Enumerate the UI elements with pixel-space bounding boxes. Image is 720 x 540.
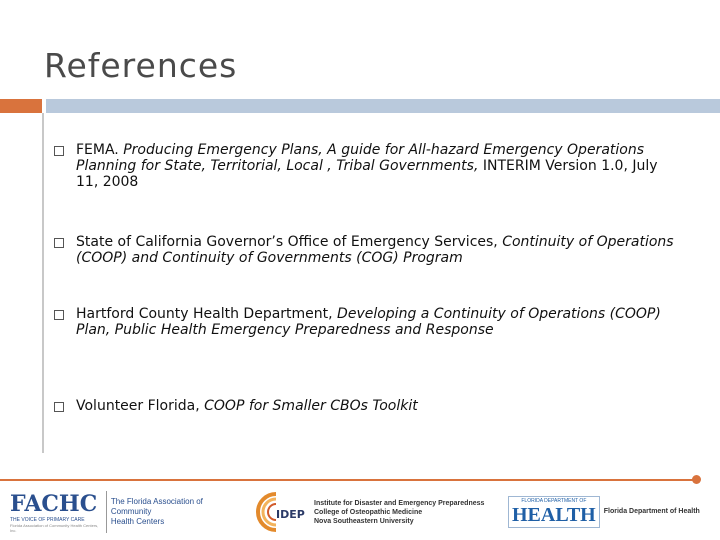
health-arc-text: FLORIDA DEPARTMENT OF xyxy=(521,498,587,504)
idep-emblem-icon xyxy=(246,490,310,534)
idep-line1: Institute for Disaster and Emergency Preparedness xyxy=(314,499,485,507)
fachc-tagline: THE VOICE OF PRIMARY CARE xyxy=(10,517,85,523)
reference-item-4 xyxy=(52,398,702,414)
slide-title: References xyxy=(44,46,238,85)
health-mark: HEALTH xyxy=(512,504,596,526)
idep-logo xyxy=(246,488,506,536)
health-logo xyxy=(508,488,704,536)
reference-text: State of California Governor’s Office of Emergency Services, Continuity of Operations (COOP) and Continuity of Governments (COG) Program xyxy=(76,234,674,266)
reference-item-2 xyxy=(52,234,702,266)
idep-mark: IDEP xyxy=(276,508,305,521)
fachc-fine-print: Florida Association of Community Health Centers, Inc. xyxy=(10,523,99,533)
reference-item-1 xyxy=(52,142,702,190)
title-underline-bar xyxy=(46,99,720,113)
reference-text: FEMA. Producing Emergency Plans, A guide for All-hazard Emergency Operations Planning for State, Territorial, Local , Tribal Governments, INTERIM Version 1.0, July 11, 2008 xyxy=(76,142,658,190)
reference-text: Volunteer Florida, COOP for Smaller CBOs Toolkit xyxy=(76,398,418,414)
square-bullet-icon xyxy=(54,238,64,248)
reference-text: Hartford County Health Department, Developing a Continuity of Operations (COOP) Plan, Public Health Emergency Preparedness and Response xyxy=(76,306,661,338)
footer-logos xyxy=(0,488,720,540)
fachc-mark: FACHC xyxy=(10,491,98,517)
square-bullet-icon xyxy=(54,146,64,156)
fachc-name-line2: Health Centers xyxy=(110,517,165,526)
left-divider-line xyxy=(42,113,44,453)
footer-line xyxy=(0,479,698,481)
reference-item-3 xyxy=(52,306,702,338)
square-bullet-icon xyxy=(54,402,64,412)
fachc-name-line1: The Florida Association of Community xyxy=(110,497,203,516)
idep-line3: Nova Southeastern University xyxy=(314,517,414,525)
idep-line2: College of Osteopathic Medicine xyxy=(314,508,423,516)
fachc-logo xyxy=(10,488,240,536)
health-name: Florida Department of Health xyxy=(603,508,700,515)
footer-dot xyxy=(692,475,701,484)
title-accent-bar xyxy=(0,99,42,113)
square-bullet-icon xyxy=(54,310,64,320)
